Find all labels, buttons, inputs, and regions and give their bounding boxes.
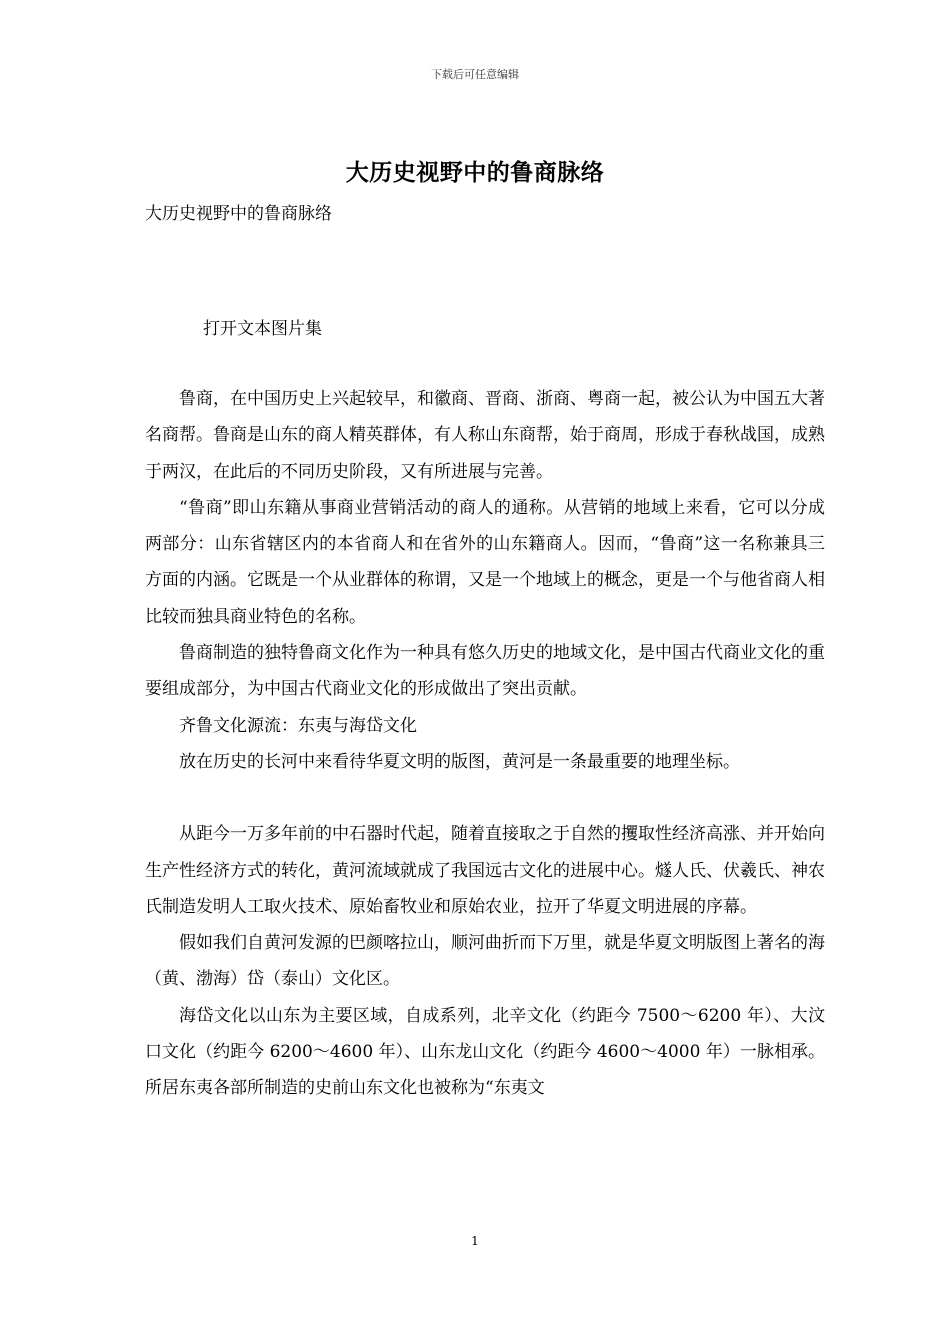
header-note: 下载后可任意编辑 (431, 68, 519, 81)
document-body (145, 381, 825, 1107)
paragraph: 鲁商，在中国历史上兴起较早，和徽商、晋商、浙商、粤商一起，被公认为中国五大著名商帮。鲁商是山东的商人精英群体，有人称山东商帮，始于商周，形成于春秋战国，成熟于两汉，在此后的不同历史阶段，又有所进展与完善。 (145, 389, 825, 482)
document-subtitle: 大历史视野中的鲁商脉络 (145, 204, 332, 224)
paragraph: 放在历史的长河中来看待华夏文明的版图，黄河是一条最重要的地理坐标。 (179, 751, 740, 772)
paragraph: “鲁商”即山东籍从事商业营销活动的商人的通称。从营销的地域上来看，它可以分成两部分：山东省辖区内的本省商人和在省外的山东籍商人。因而，“鲁商”这一名称兼具三方面的内涵。它既是一个从业群体的称谓，又是一个地域上的概念，更是一个与他省商人相比较而独具商业特色的名称。 (145, 497, 825, 627)
paragraph: 海岱文化以山东为主要区域，自成系列，北辛文化（约距今 7500～6200 年）、大汶口文化（约距今 6200～4600 年）、山东龙山文化（约距今 4600～4000 年）一脉相承。所居东夷各部所制造的史前山东文化也被称为“东夷文 (145, 1005, 825, 1099)
paragraph-gap (145, 780, 825, 816)
paragraph: 从距今一万多年前的中石器时代起，随着直接取之于自然的攫取性经济高涨、并开始向生产性经济方式的转化，黄河流域就成了我国远古文化的进展中心。燧人氏、伏羲氏、神农氏制造发明人工取火技术、原始畜牧业和原始农业，拉开了华夏文明进展的序幕。 (145, 824, 825, 917)
page-number: 1 (471, 1234, 479, 1248)
paragraph: 鲁商制造的独特鲁商文化作为一种具有悠久历史的地域文化，是中国古代商业文化的重要组成部分，为中国古代商业文化的形成做出了突出贡献。 (145, 643, 825, 700)
section-heading: 齐鲁文化源流：东夷与海岱文化 (179, 715, 417, 736)
open-gallery-link[interactable]: 打开文本图片集 (203, 319, 322, 339)
paragraph: 假如我们自黄河发源的巴颜喀拉山，顺河曲折而下万里，就是华夏文明版图上著名的海（黄、渤海）岱（泰山）文化区。 (145, 933, 825, 990)
document-title: 大历史视野中的鲁商脉络 (345, 160, 605, 186)
